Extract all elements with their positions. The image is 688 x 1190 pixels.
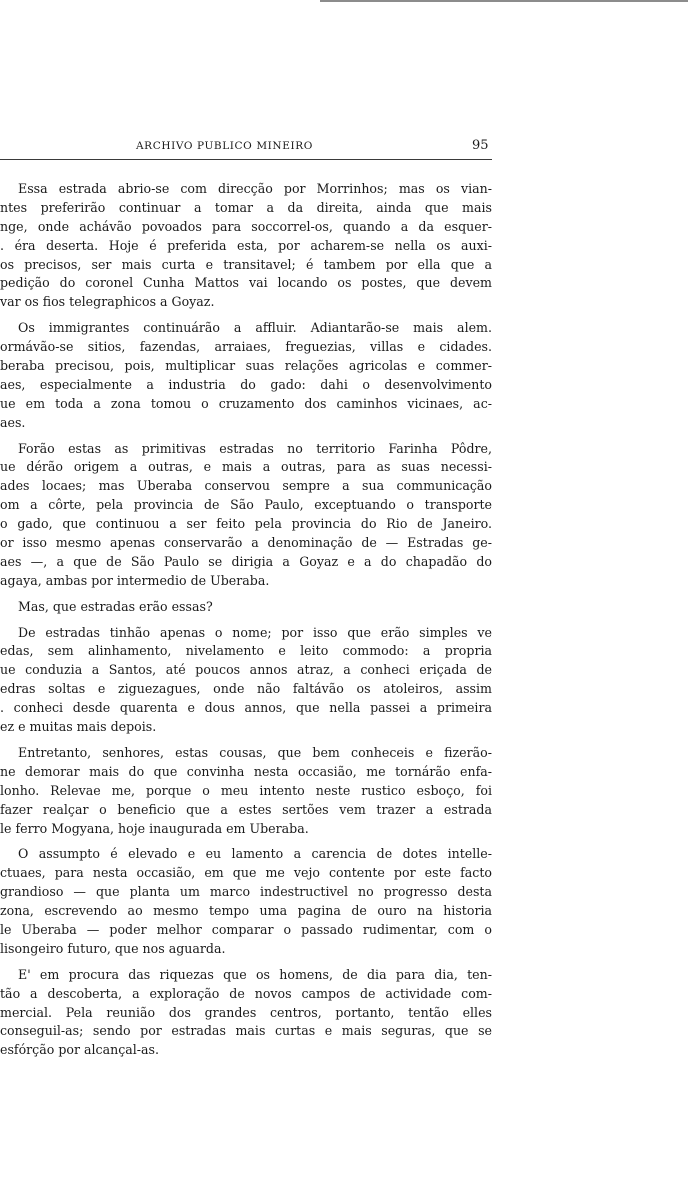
text-line: om a côrte, pela provincia de São Paulo, exceptuando o transporte [0,497,492,513]
text-line: fazer realçar o beneficio que a estes sertões vem trazer a estrada [0,801,492,817]
text-line: ntes preferirão continuar a tomar a da direita, ainda que mais [0,199,492,215]
text-line: ctuaes, para nesta occasião, em que me vejo contente por este facto [0,865,492,881]
text-line: Os immigrantes continuárão a affluir. Adiantarão-se mais alem. [18,320,492,336]
text-line: beraba precisou, pois, multiplicar suas relações agricolas e commer- [0,358,492,374]
text-line: Entretanto, senhores, estas cousas, que bem conheceis e fizerão- [18,744,492,760]
text-line: ue dérão origem a outras, e mais a outras, para as suas necessi- [0,459,492,475]
text-line: Mas, que estradas erão essas? [18,598,213,614]
text-line: . éra deserta. Hoje é preferida esta, por acharem-se nella os auxi- [0,237,492,253]
text-line: E' em procura das riquezas que os homens, de dia para dia, ten- [18,966,492,982]
text-line: mercial. Pela reunião dos grandes centros, portanto, tentão elles [0,1004,492,1020]
text-line: Essa estrada abrio-se com direcção por Morrinhos; mas os vian- [18,181,492,196]
text-line: tão a descoberta, a exploração de novos campos de actividade com- [0,985,492,1001]
text-line: agaya, ambas por intermedio de Uberaba. [0,572,270,588]
paragraph-4 [0,598,492,617]
text-line: le Uberaba — poder melhor comparar o passado rudimentar, com o [0,921,492,937]
text-line: ne demorar mais do que convinha nesta occasião, me tornárão enfa- [0,763,492,779]
text-line: . conheci desde quarenta e dous annos, que nella passei a primeira [0,700,492,716]
text-line: lisongeiro futuro, que nos aguarda. [0,940,226,956]
text-line: ades locaes; mas Uberaba conservou sempre a sua communicação [0,478,492,494]
text-line: De estradas tinhão apenas o nome; por isso que erão simples ve [18,624,492,640]
text-line: lonho. Relevae me, porque o meu intento neste rustico esboço, foi [0,782,492,798]
paragraph-8 [0,966,492,1060]
text-line: or isso mesmo apenas conservarão a denominação de — Estradas ge- [0,535,492,551]
top-edge-rule [320,0,688,2]
text-line: ez e muitas mais depois. [0,719,157,735]
text-line: aes, especialmente a industria do gado: dahi o desenvolvimento [0,376,492,392]
text-line: esfórção por alcançal-as. [0,1042,160,1058]
text-line: le ferro Mogyana, hoje inaugurada em Uberaba. [0,820,309,836]
paragraph-2 [0,319,492,432]
text-line: ormávão-se sitios, fazendas, arraiaes, freguezias, villas e cidades. [0,339,492,355]
text-line: conseguil-as; sendo por estradas mais curtas e mais seguras, que se [0,1023,492,1039]
body-text [0,180,492,1080]
paragraph-3 [0,440,492,591]
text-line: Forão estas as primitivas estradas no territorio Farinha Pôdre, [18,440,492,456]
text-line: var os fios telegraphicos a Goyaz. [0,294,215,310]
running-title: ARCHIVO PUBLICO MINEIRO [136,140,313,152]
text-line: os precisos, ser mais curta e transitavel; é tambem por ella que a [0,256,492,272]
page-number: 95 [472,138,489,153]
text-line: ue em toda a zona tomou o cruzamento dos caminhos vicinaes, ac- [0,395,492,411]
text-line: grandioso — que planta um marco indestructivel no progresso desta [0,884,492,900]
text-line: edras soltas e ziguezagues, onde não faltávão os atoleiros, assim [0,681,492,697]
text-line: aes —, a que de São Paulo se dirigia a Goyaz e a do chapadão do [0,553,492,569]
text-line: pedição do coronel Cunha Mattos vai locando os postes, que devem [0,275,492,291]
paragraph-7 [0,845,492,958]
paragraph-6 [0,744,492,838]
text-line: zona, escrevendo ao mesmo tempo uma pagina de ouro na historia [0,903,492,919]
paragraph-5 [0,624,492,737]
text-line: edas, sem alinhamento, nivelamento e leito commodo: a propria [0,643,492,659]
text-line: o gado, que continuou a ser feito pela provincia do Rio de Janeiro. [0,516,492,532]
text-line: aes. [0,414,26,430]
text-line: nge, onde achávão povoados para soccorrel-os, quando a da esquer- [0,218,492,234]
text-line: O assumpto é elevado e eu lamento a carencia de dotes intelle- [18,846,492,862]
paragraph-1 [0,180,492,312]
running-head [0,138,490,158]
text-line: ue conduzia a Santos, até poucos annos atraz, a conheci eriçada de [0,662,492,678]
header-rule [0,159,492,160]
